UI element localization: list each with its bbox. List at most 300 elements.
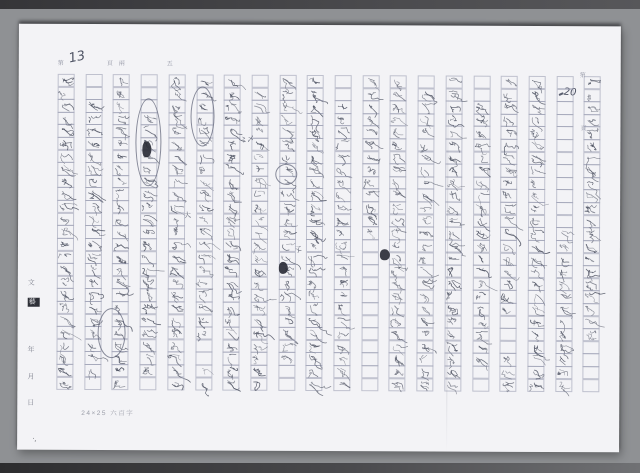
grid-cell — [85, 150, 102, 163]
grid-cell — [472, 227, 489, 240]
grid-cell — [527, 315, 544, 328]
grid-cell — [113, 125, 130, 138]
grid-cell — [140, 200, 157, 213]
handwriting-scribble — [556, 329, 571, 340]
handwriting-scribble — [307, 252, 322, 263]
grid-cell — [278, 340, 295, 353]
handwriting-scribble — [224, 353, 239, 364]
handwriting-scribble — [584, 254, 599, 265]
handwriting-scribble — [473, 341, 488, 352]
grid-cell — [584, 101, 601, 114]
grid-cell — [334, 201, 351, 214]
grid-cell — [334, 214, 351, 227]
handwriting-scribble — [418, 329, 433, 340]
handwriting-scribble — [224, 303, 239, 314]
grid-cell — [417, 290, 434, 303]
handwriting-scribble — [418, 354, 433, 365]
grid-cell — [223, 276, 240, 289]
handwriting-scribble — [252, 126, 267, 137]
grid-cell — [306, 302, 323, 315]
grid-cell — [141, 74, 158, 87]
grid-cell — [279, 214, 296, 227]
grid-cell — [57, 225, 74, 238]
grid-cell — [168, 226, 185, 239]
handwriting-scribble — [197, 75, 212, 86]
photo-bottom-strip — [0, 463, 640, 473]
handwriting-scribble — [169, 113, 184, 124]
handwriting-scribble — [391, 102, 406, 113]
handwriting-scribble — [585, 140, 600, 151]
grid-cell — [334, 126, 351, 139]
grid-cell — [556, 126, 573, 139]
left-margin-label: 藝 — [28, 298, 40, 307]
grid-cell — [195, 352, 212, 365]
handwriting-scribble — [446, 127, 461, 138]
handwriting-scribble — [308, 89, 323, 100]
handwriting-scribble — [169, 138, 184, 149]
handwriting-scribble — [252, 88, 267, 99]
handwriting-scribble — [501, 266, 516, 277]
handwriting-scribble — [445, 341, 460, 352]
handwriting-scribble — [501, 253, 516, 264]
grid-column — [555, 76, 573, 392]
grid-column — [223, 75, 241, 391]
handwriting-scribble — [58, 251, 73, 262]
handwriting-scribble — [473, 278, 488, 289]
handwriting-scribble — [280, 189, 295, 200]
handwriting-scribble — [584, 228, 599, 239]
handwriting-scribble — [501, 291, 516, 302]
grid-cell — [472, 265, 489, 278]
handwriting-scribble — [529, 266, 544, 277]
grid-cell — [251, 239, 268, 252]
grid-cell — [583, 227, 600, 240]
grid-cell — [361, 315, 378, 328]
handwriting-scribble — [335, 227, 350, 238]
grid-cell — [417, 328, 434, 341]
handwriting-scribble — [335, 127, 350, 138]
handwriting-scribble — [585, 77, 600, 88]
grid-cell — [58, 74, 75, 87]
handwriting-scribble — [225, 113, 240, 124]
handwriting-scribble — [584, 216, 599, 227]
handwriting-scribble — [529, 279, 544, 290]
handwriting-scribble — [473, 316, 488, 327]
grid-cell — [251, 188, 268, 201]
grid-cell — [334, 264, 351, 277]
printed-header-mark: 第 — [579, 73, 586, 80]
grid-cell — [501, 88, 518, 101]
handwriting-scribble — [556, 342, 571, 353]
grid-cell — [361, 378, 378, 391]
handwriting-scribble — [501, 190, 516, 201]
handwriting-scribble — [168, 353, 183, 364]
handwritten-page-number-left: 13 — [67, 48, 87, 67]
grid-cell — [555, 328, 572, 341]
grid-cell — [224, 125, 241, 138]
grid-cell — [362, 100, 379, 113]
handwriting-scribble — [58, 226, 73, 237]
grid-cell — [556, 177, 573, 190]
handwriting-scribble — [58, 201, 73, 212]
grid-cell — [195, 276, 212, 289]
handwriting-scribble — [390, 253, 405, 264]
handwriting-scribble — [307, 265, 322, 276]
handwriting-scribble — [252, 189, 267, 200]
handwriting-scribble — [141, 252, 156, 263]
handwriting-scribble — [501, 178, 516, 189]
handwriting-scribble — [390, 228, 405, 239]
stray-pencil-mark: ·, — [31, 433, 39, 444]
handwriting-scribble — [225, 76, 240, 87]
handwriting-scribble — [114, 138, 129, 149]
grid-cell — [583, 253, 600, 266]
grid-cell — [85, 225, 102, 238]
left-margin-label: 文 — [27, 279, 35, 287]
grid-cell — [56, 351, 73, 364]
grid-cell — [500, 202, 517, 215]
handwriting-scribble — [307, 379, 322, 390]
grid-cell — [84, 364, 101, 377]
grid-cell — [555, 290, 572, 303]
handwriting-scribble — [113, 264, 128, 275]
handwriting-scribble — [251, 353, 266, 364]
handwriting-scribble — [502, 115, 517, 126]
handwriting-scribble — [585, 90, 600, 101]
grid-cell — [361, 327, 378, 340]
grid-cell — [140, 188, 157, 201]
handwriting-scribble — [86, 125, 101, 136]
handwriting-scribble — [252, 214, 267, 225]
grid-cell — [389, 201, 406, 214]
grid-cell — [417, 227, 434, 240]
handwriting-scribble — [280, 76, 295, 87]
grid-cell — [473, 214, 490, 227]
handwriting-scribble — [224, 328, 239, 339]
grid-cell — [223, 289, 240, 302]
handwriting-scribble — [446, 203, 461, 214]
grid-cell — [333, 352, 350, 365]
handwriting-scribble — [224, 265, 239, 276]
grid-cell — [390, 164, 407, 177]
handwriting-scribble — [225, 88, 240, 99]
grid-cell — [306, 378, 323, 391]
grid-cell — [583, 328, 600, 341]
handwriting-scribble — [224, 378, 239, 389]
grid-cell — [501, 101, 518, 114]
grid-cell — [418, 113, 435, 126]
grid-cell — [389, 353, 406, 366]
grid-cell — [57, 263, 74, 276]
grid-cell — [306, 251, 323, 264]
grid-cell — [334, 327, 351, 340]
handwriting-scribble — [225, 139, 240, 150]
grid-cell — [112, 238, 129, 251]
grid-column — [278, 75, 296, 391]
grid-cell — [362, 138, 379, 151]
grid-cell — [362, 214, 379, 227]
grid-cell — [251, 113, 268, 126]
grid-cell — [500, 252, 517, 265]
grid-cell — [140, 226, 157, 239]
grid-cell — [528, 152, 545, 165]
grid-cell — [168, 175, 185, 188]
handwriting-scribble — [556, 279, 571, 290]
grid-cell — [57, 137, 74, 150]
handwriting-scribble — [86, 201, 101, 212]
grid-cell — [307, 163, 324, 176]
handwriting-scribble — [224, 366, 239, 377]
grid-cell — [472, 353, 489, 366]
grid-cell — [223, 352, 240, 365]
handwriting-scribble — [529, 291, 544, 302]
grid-cell — [307, 113, 324, 126]
grid-cell — [306, 352, 323, 365]
grid-cell — [555, 341, 572, 354]
grid-cell — [85, 175, 102, 188]
grid-cell — [334, 113, 351, 126]
handwriting-scribble — [168, 340, 183, 351]
handwriting-scribble — [114, 113, 129, 124]
grid-cell — [279, 201, 296, 214]
grid-cell — [555, 366, 572, 379]
grid-cell — [556, 227, 573, 240]
handwriting-scribble — [390, 354, 405, 365]
grid-cell — [528, 202, 545, 215]
handwriting-scribble — [418, 266, 433, 277]
handwriting-scribble — [584, 241, 599, 252]
handwriting-scribble — [363, 139, 378, 150]
handwriting-scribble — [585, 102, 600, 113]
handwriting-scribble — [445, 367, 460, 378]
handwriting-scribble — [417, 366, 432, 377]
handwriting-scribble — [418, 228, 433, 239]
grid-cell — [252, 75, 269, 88]
handwriting-scribble — [225, 101, 240, 112]
grid-cell — [167, 377, 184, 390]
handwriting-scribble — [307, 328, 322, 339]
handwriting-scribble — [584, 304, 599, 315]
handwriting-scribble — [114, 75, 129, 86]
grid-cell — [417, 151, 434, 164]
handwriting-scribble — [113, 365, 128, 376]
grid-cell — [306, 188, 323, 201]
handwriting-scribble — [197, 164, 212, 175]
handwriting-scribble — [419, 102, 434, 113]
grid-cell — [84, 351, 101, 364]
grid-cell — [500, 240, 517, 253]
grid-cell — [223, 327, 240, 340]
grid-cell — [527, 366, 544, 379]
handwriting-scribble — [225, 126, 240, 137]
handwriting-scribble — [529, 253, 544, 264]
grid-cell — [85, 251, 102, 264]
grid-cell — [278, 302, 295, 315]
grid-cell — [583, 316, 600, 329]
grid-cell — [583, 291, 600, 304]
grid-cell — [167, 301, 184, 314]
grid-cell — [528, 164, 545, 177]
handwriting-scribble — [85, 277, 100, 288]
grid-column — [167, 74, 185, 390]
handwriting-scribble — [446, 278, 461, 289]
handwriting-scribble — [86, 214, 101, 225]
handwriting-scribble — [584, 203, 599, 214]
grid-cell — [113, 74, 130, 87]
grid-cell — [223, 377, 240, 390]
handwriting-scribble — [474, 203, 489, 214]
grid-cell — [279, 75, 296, 88]
handwriting-scribble — [391, 127, 406, 138]
handwriting-scribble — [419, 127, 434, 138]
grid-column — [306, 75, 324, 391]
grid-column — [333, 75, 351, 391]
handwriting-scribble — [307, 341, 322, 352]
photo-top-strip — [0, 0, 640, 9]
grid-cell — [528, 252, 545, 265]
grid-cell — [113, 188, 130, 201]
grid-cell — [113, 99, 130, 112]
handwriting-scribble — [474, 178, 489, 189]
grid-cell — [500, 278, 517, 291]
handwriting-scribble — [446, 228, 461, 239]
grid-cell — [556, 215, 573, 228]
grid-cell — [251, 302, 268, 315]
handwriting-scribble — [252, 202, 267, 213]
grid-cell — [390, 189, 407, 202]
handwriting-scribble — [141, 227, 156, 238]
grid-cell — [306, 327, 323, 340]
handwriting-scribble — [418, 203, 433, 214]
grid-cell — [140, 238, 157, 251]
grid-cell — [555, 379, 572, 392]
grid-cell — [168, 112, 185, 125]
correction-circle — [275, 164, 297, 185]
grid-cell — [583, 379, 600, 392]
handwriting-scribble — [224, 290, 239, 301]
grid-cell — [389, 365, 406, 378]
grid-cell — [362, 239, 379, 252]
grid-cell — [196, 163, 213, 176]
grid-cell — [334, 163, 351, 176]
grid-cell — [57, 313, 74, 326]
grid-cell — [251, 163, 268, 176]
grid-cell — [140, 213, 157, 226]
handwriting-scribble — [528, 367, 543, 378]
grid-cell — [583, 303, 600, 316]
handwriting-scribble — [474, 140, 489, 151]
grid-cell — [56, 376, 73, 389]
handwriting-scribble — [224, 240, 239, 251]
handwriting-scribble — [474, 115, 489, 126]
grid-cell — [556, 202, 573, 215]
grid-cell — [113, 112, 130, 125]
handwriting-scribble — [418, 165, 433, 176]
grid-cell — [278, 377, 295, 390]
handwriting-scribble — [307, 227, 322, 238]
grid-cell — [57, 200, 74, 213]
grid-cell — [306, 315, 323, 328]
grid-cell — [250, 339, 267, 352]
handwriting-scribble — [584, 292, 599, 303]
handwriting-scribble — [363, 228, 378, 239]
handwriting-scribble — [86, 226, 101, 237]
handwriting-scribble — [335, 240, 350, 251]
grid-cell — [223, 314, 240, 327]
handwriting-scribble — [224, 315, 239, 326]
grid-cell — [168, 125, 185, 138]
grid-cell — [195, 364, 212, 377]
grid-cell — [472, 252, 489, 265]
handwriting-scribble — [141, 353, 156, 364]
grid-cell — [362, 88, 379, 101]
grid-cell — [389, 302, 406, 315]
grid-cell — [584, 76, 601, 89]
handwriting-scribble — [280, 202, 295, 213]
printed-header-mark: 五 — [166, 61, 173, 68]
handwriting-scribble — [252, 164, 267, 175]
handwriting-scribble — [86, 252, 101, 263]
grid-column — [361, 75, 379, 391]
handwriting-scribble — [501, 367, 516, 378]
grid-cell — [555, 253, 572, 266]
handwriting-scribble — [446, 77, 461, 88]
grid-cell — [556, 152, 573, 165]
handwriting-scribble — [58, 188, 73, 199]
grid-cell — [389, 264, 406, 277]
grid-cell — [362, 189, 379, 202]
grid-cell — [473, 126, 490, 139]
grid-cell — [527, 379, 544, 392]
grid-cell — [335, 88, 352, 101]
handwriting-scribble — [141, 214, 156, 225]
grid-cell — [500, 227, 517, 240]
handwriting-scribble — [585, 178, 600, 189]
grid-cell — [556, 164, 573, 177]
handwriting-scribble — [114, 176, 129, 187]
handwriting-scribble — [58, 163, 73, 174]
handwriting-scribble — [474, 215, 489, 226]
grid-cell — [57, 238, 74, 251]
handwriting-scribble — [584, 329, 599, 340]
handwriting-scribble — [556, 380, 571, 391]
grid-cell — [473, 139, 490, 152]
grid-cell — [57, 175, 74, 188]
handwriting-scribble — [335, 265, 350, 276]
grid-cell — [583, 265, 600, 278]
grid-cell — [307, 100, 324, 113]
grid-cell — [390, 113, 407, 126]
handwriting-scribble — [169, 75, 184, 86]
handwriting-scribble — [446, 177, 461, 188]
handwriting-scribble — [390, 328, 405, 339]
grid-cell — [306, 289, 323, 302]
handwriting-scribble — [391, 114, 406, 125]
handwriting-scribble — [197, 151, 212, 162]
grid-cell — [528, 177, 545, 190]
handwriting-scribble — [57, 365, 72, 376]
grid-cell — [168, 251, 185, 264]
handwriting-scribble — [141, 315, 156, 326]
printed-header-mark: 頁 — [106, 61, 113, 68]
handwriting-scribble — [58, 289, 73, 300]
handwriting-scribble — [557, 241, 572, 252]
handwriting-scribble — [336, 101, 351, 112]
handwriting-scribble — [252, 277, 267, 288]
grid-cell — [223, 302, 240, 315]
grid-cell — [417, 353, 434, 366]
handwriting-scribble — [528, 329, 543, 340]
